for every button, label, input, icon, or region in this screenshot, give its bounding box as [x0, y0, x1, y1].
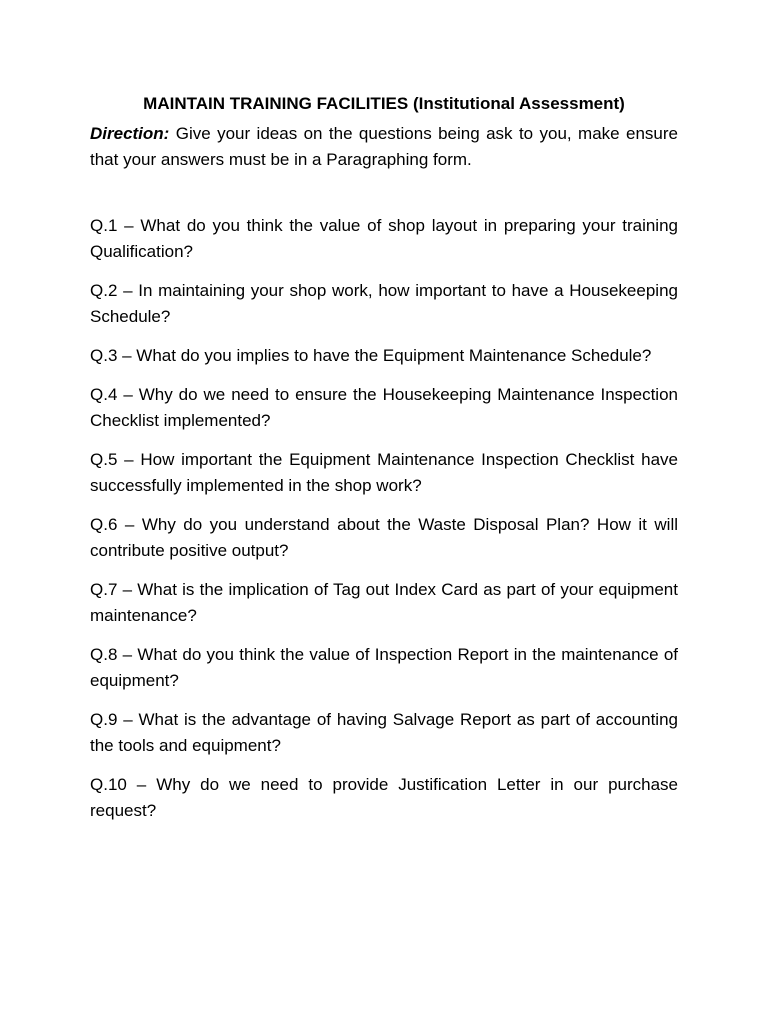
direction-paragraph — [90, 121, 678, 173]
direction-label: Direction: — [90, 124, 170, 143]
question-8: Q.8 – What do you think the value of Inspection Report in the maintenance of equipment? — [90, 645, 678, 690]
question-2: Q.2 – In maintaining your shop work, how important to have a Housekeeping Schedule? — [90, 281, 678, 326]
question-10: Q.10 – Why do we need to provide Justification Letter in our purchase request? — [90, 775, 678, 820]
document-page — [90, 91, 678, 837]
direction-text: Give your ideas on the questions being ask to you, make ensure that your answers must be in a Paragraphing form. — [90, 124, 678, 169]
document-title: MAINTAIN TRAINING FACILITIES (Institutional Assessment) — [143, 94, 625, 113]
question-7: Q.7 – What is the implication of Tag out Index Card as part of your equipment maintenance? — [90, 580, 678, 625]
question-5: Q.5 – How important the Equipment Maintenance Inspection Checklist have successfully implemented in the shop work? — [90, 450, 678, 495]
question-4: Q.4 – Why do we need to ensure the Housekeeping Maintenance Inspection Checklist implemented? — [90, 385, 678, 430]
question-9: Q.9 – What is the advantage of having Salvage Report as part of accounting the tools and equipment? — [90, 710, 678, 755]
question-1: Q.1 – What do you think the value of shop layout in preparing your training Qualification? — [90, 216, 678, 261]
question-6: Q.6 – Why do you understand about the Waste Disposal Plan? How it will contribute positive output? — [90, 515, 678, 560]
question-3: Q.3 – What do you implies to have the Equipment Maintenance Schedule? — [90, 346, 652, 365]
